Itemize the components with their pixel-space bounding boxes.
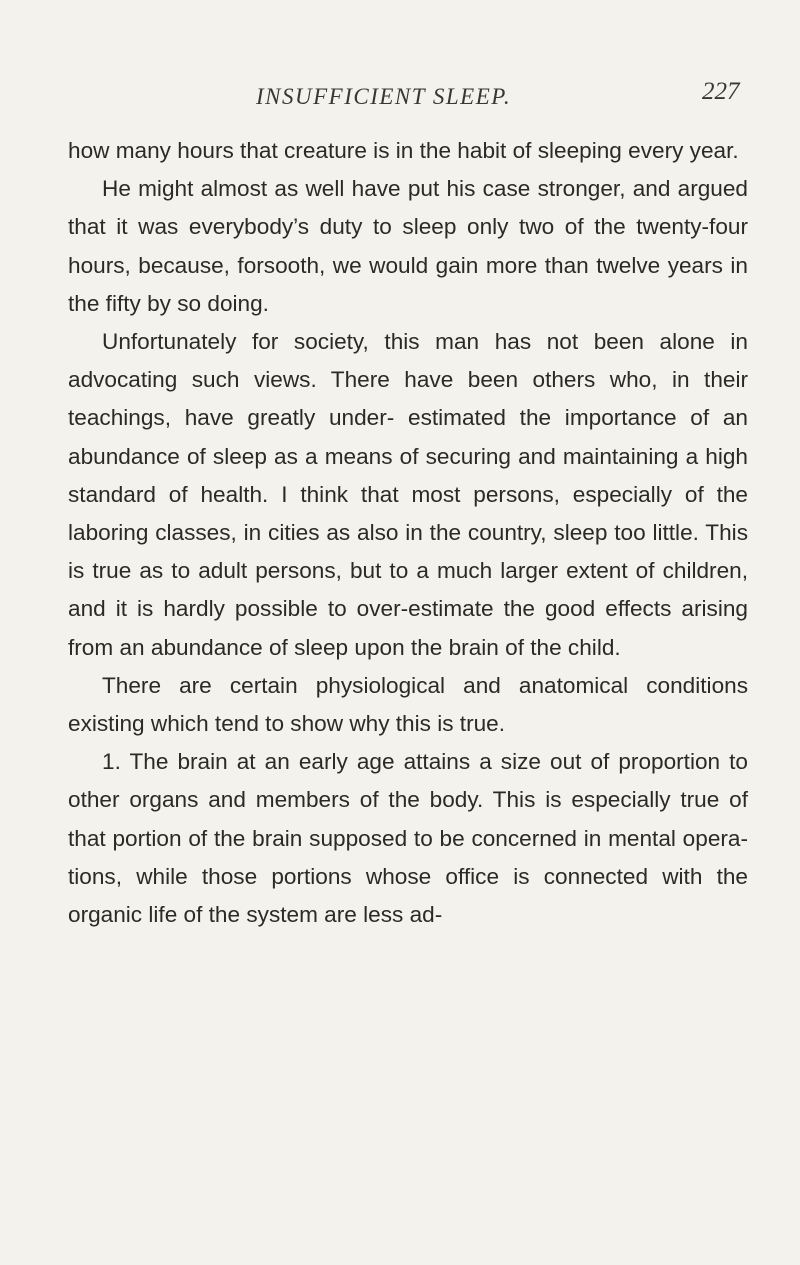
page-number: 227 xyxy=(702,78,740,105)
running-head: INSUFFICIENT SLEEP. xyxy=(256,84,512,109)
paragraph-numbered-1: 1. The brain at an early age attains a size out of proportion to other organs and members of the body. This is especially true of that portion of the brain supposed to be concerned in mental opera- tions, while those portions whose office is connected with the organic life of the system are less ad- xyxy=(68,749,748,928)
paragraph-conditions: There are certain physiological and anatomical conditions existing which tend to show why this is true. xyxy=(68,672,748,737)
paragraph-unfortunately: Unfortunately for society, this man has not been alone in advocating such views. There have been others who, in their teachings, have greatly under- estimated the importance of an abundance of sleep as a means of securing and maintaining a high standard of health. I think that most persons, especially of the laboring classes, in cities as also in the country, sleep too little. This is true as to adult persons, but to a much larger extent of children, and it is hardly possible to over-estimate the good effects arising from an abundance of sleep upon the brain of the child. xyxy=(68,329,748,660)
body-text xyxy=(68,132,748,934)
paragraph-continuation: how many hours that creature is in the habit of sleeping every year. xyxy=(68,138,739,163)
paragraph-stronger-case: He might almost as well have put his case stronger, and argued that it was everybody’s duty to sleep only two of the twenty-four hours, because, forsooth, we would gain more than twelve years in the fifty by so doing. xyxy=(68,176,748,316)
